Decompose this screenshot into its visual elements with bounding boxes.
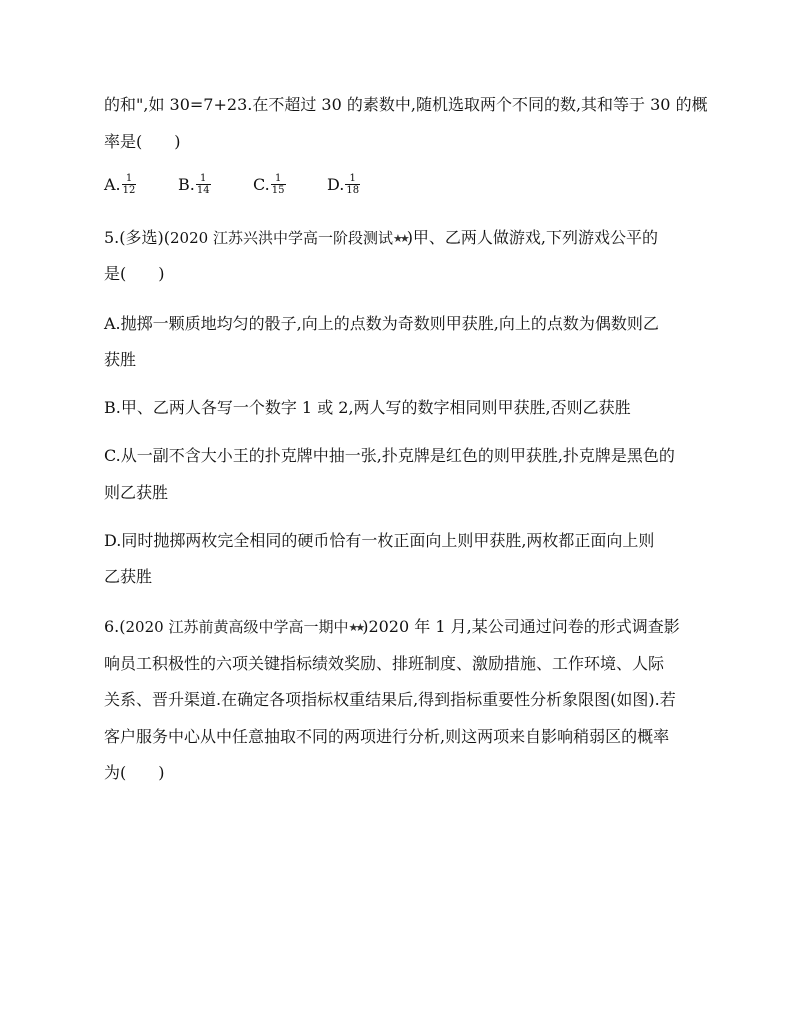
fraction <box>122 173 137 196</box>
q6-stem-line-4: 客户服务中心从中任意抽取不同的两项进行分析,则这两项来自影响稍弱区的概率 <box>104 727 670 746</box>
fraction <box>196 173 211 196</box>
q4-option-a <box>104 173 136 196</box>
option-label: B. <box>178 175 195 194</box>
fraction-numerator: 1 <box>196 173 211 185</box>
fraction-denominator: 15 <box>271 185 285 196</box>
fraction-denominator: 14 <box>196 185 210 196</box>
q5-stem-text: )甲、乙两人做游戏,下列游戏公平的 <box>406 228 659 247</box>
option-label: D. <box>327 175 345 194</box>
q5-option-a-line-1: A.抛掷一颗质地均匀的骰子,向上的点数为奇数则甲获胜,向上的点数为偶数则乙 <box>104 314 659 333</box>
q6-stem-line-3: 关系、晋升渠道.在确定各项指标权重结果后,得到指标重要性分析象限图(如图).若 <box>104 690 676 709</box>
q5-source: 2020 江苏兴洪中学高一阶段测试 <box>170 229 393 247</box>
q5-option-a-line-2: 获胜 <box>104 350 137 369</box>
difficulty-stars-icon: ★★ <box>392 232 407 245</box>
q5-option-c-line-1: C.从一副不含大小王的扑克牌中抽一张,扑克牌是红色的则甲获胜,扑克牌是黑色的 <box>104 446 675 465</box>
q6-stem-line-1 <box>104 617 680 639</box>
fraction <box>271 173 286 196</box>
fraction-numerator: 1 <box>271 173 286 185</box>
q6-stem-line-2: 响员工积极性的六项关键指标绩效奖励、排班制度、激励措施、工作环境、人际 <box>104 654 665 673</box>
q5-option-d-line-1: D.同时抛掷两枚完全相同的硬币恰有一枚正面向上则甲获胜,两枚都正面向上则 <box>104 531 655 550</box>
q4-option-b <box>178 173 211 196</box>
fraction-numerator: 1 <box>345 173 360 185</box>
q4-line-1: 的和",如 30=7+23.在不超过 30 的素数中,随机选取两个不同的数,其和等于 30 的概 <box>104 95 708 114</box>
option-label: A. <box>104 175 121 194</box>
q4-option-c <box>253 173 286 196</box>
q4-line-2: 率是( ) <box>104 132 181 151</box>
q6-stem-line-5: 为( ) <box>104 763 165 782</box>
fraction-numerator: 1 <box>122 173 137 185</box>
q6-stem-text: )2020 年 1 月,某公司通过问卷的形式调查影 <box>362 617 680 636</box>
q5-prefix: 5.(多选)( <box>104 228 170 247</box>
q5-stem-line-1 <box>104 228 658 250</box>
q5-stem-line-2: 是( ) <box>104 264 165 283</box>
q4-option-d <box>327 173 360 196</box>
fraction-denominator: 18 <box>346 185 360 196</box>
fraction <box>345 173 360 196</box>
q6-prefix: 6.( <box>104 617 126 636</box>
q6-source: 2020 江苏前黄高级中学高一期中 <box>125 618 349 636</box>
difficulty-stars-icon: ★★ <box>348 621 363 634</box>
q5-option-b: B.甲、乙两人各写一个数字 1 或 2,两人写的数字相同则甲获胜,否则乙获胜 <box>104 398 631 417</box>
q5-option-c-line-2: 则乙获胜 <box>104 483 169 502</box>
q5-option-d-line-2: 乙获胜 <box>104 567 153 586</box>
fraction-denominator: 12 <box>122 185 136 196</box>
option-label: C. <box>253 175 270 194</box>
